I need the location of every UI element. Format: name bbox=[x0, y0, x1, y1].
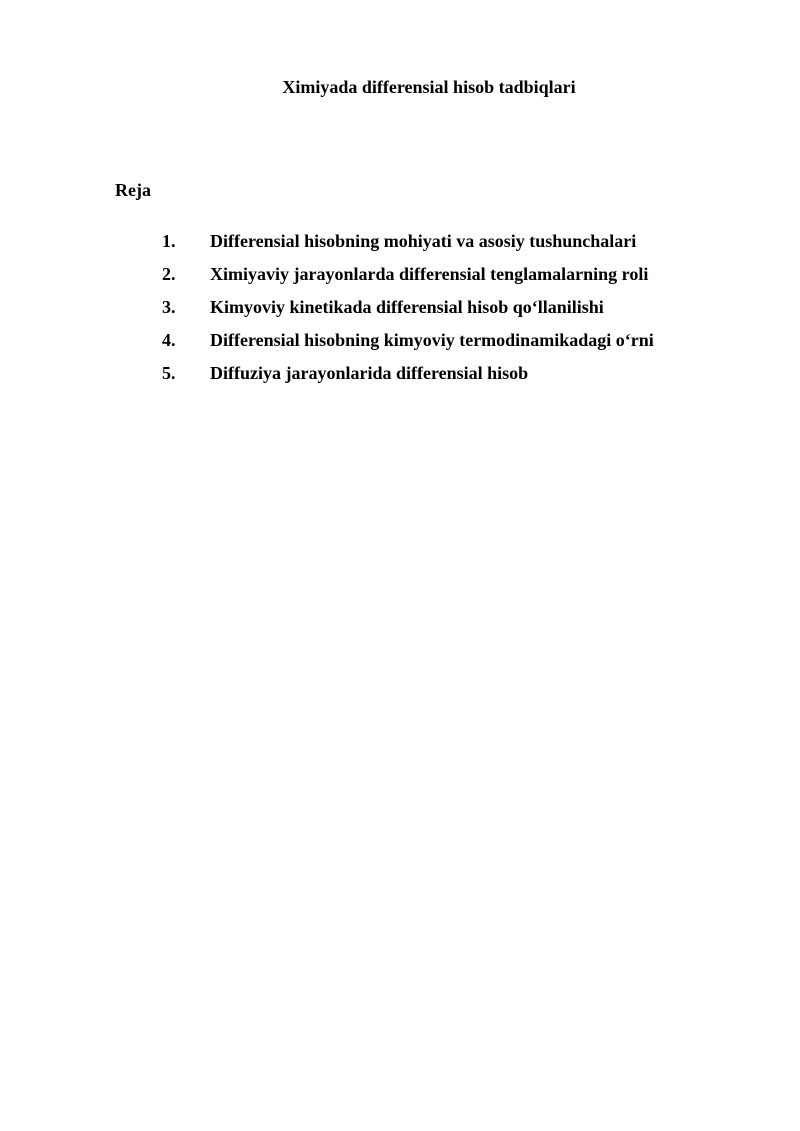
plan-item-number: 4. bbox=[162, 330, 176, 350]
plan-item-text: Ximiyaviy jarayonlarda differensial tenglamalarning roli bbox=[210, 264, 649, 284]
plan-item-text: Differensial hisobning mohiyati va asosiy tushunchalari bbox=[210, 231, 637, 251]
plan-heading: Reja bbox=[115, 180, 151, 200]
plan-item-text: Kimyoviy kinetikada differensial hisob qo‘llanilishi bbox=[210, 297, 604, 317]
plan-item-text: Differensial hisobning kimyoviy termodinamikadagi o‘rni bbox=[210, 330, 654, 350]
plan-item-text: Diffuziya jarayonlarida differensial hisob bbox=[210, 363, 529, 383]
plan-item-number: 3. bbox=[162, 297, 176, 317]
document-title: Ximiyada differensial hisob tadbiqlari bbox=[282, 77, 576, 97]
plan-item-number: 2. bbox=[162, 264, 176, 284]
plan-item-number: 5. bbox=[162, 363, 176, 383]
plan-item-number: 1. bbox=[162, 231, 176, 251]
